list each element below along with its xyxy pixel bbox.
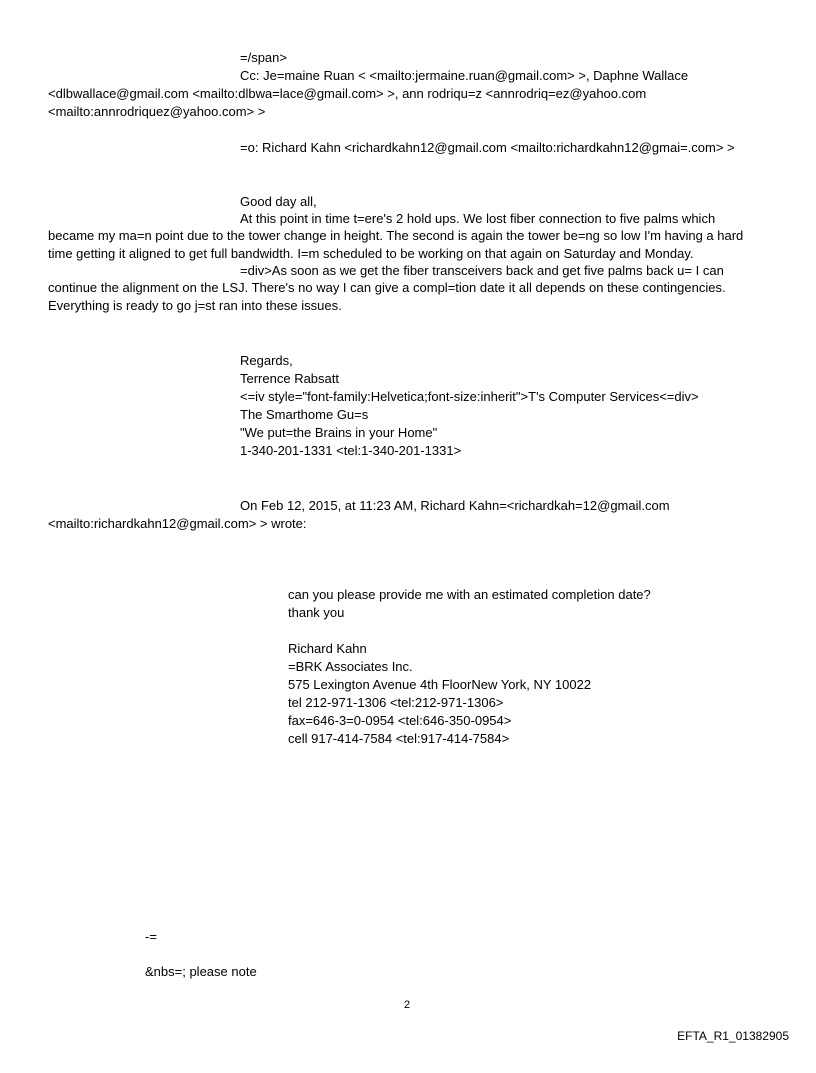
quoted-signature-address: 575 Lexington Avenue 4th FloorNew York, NY 10022 bbox=[288, 677, 592, 692]
signature-tagline: The Smarthome Gu=s bbox=[240, 407, 369, 422]
quoted-signature-name: Richard Kahn bbox=[288, 641, 367, 656]
quoted-signature-fax: fax=646-3=0-0954 <tel:646-350-0954> bbox=[288, 713, 512, 728]
page-number: 2 bbox=[404, 999, 411, 1011]
quoted-signature-cell: cell 917-414-7584 <tel:917-414-7584> bbox=[288, 731, 510, 746]
cc-line-continued: <mailto:annrodriquez@yahoo.com> > bbox=[48, 104, 266, 119]
body-paragraph-line: At this point in time t=ere's 2 hold ups. We lost fiber connection to five palms which bbox=[240, 211, 716, 226]
span-artifact-line: =/span> bbox=[240, 50, 287, 65]
body-paragraph-line: continue the alignment on the LSJ. There's no way I can give a compl=tion date it all depends on these contingencies. bbox=[48, 280, 726, 295]
signature-phone: 1-340-201-1331 <tel:1-340-201-1331> bbox=[240, 443, 462, 458]
quoted-message-line: can you please provide me with an estimated completion date? bbox=[288, 587, 651, 602]
greeting: Good day all, bbox=[240, 194, 317, 209]
signature-name: Terrence Rabsatt bbox=[240, 371, 339, 386]
quoted-signature-company: =BRK Associates Inc. bbox=[288, 659, 413, 674]
quoted-signature-tel: tel 212-971-1306 <tel:212-971-1306> bbox=[288, 695, 504, 710]
quoted-message-line: thank you bbox=[288, 605, 345, 620]
signature-company: <=iv style="font-family:Helvetica;font-size:inherit">T's Computer Services<=div> bbox=[240, 389, 699, 404]
cc-line-continued: <dlbwallace@gmail.com <mailto:dlbwa=lace@gmail.com> >, ann rodriqu=z <annrodriq=ez@yahoo.com bbox=[48, 86, 647, 101]
encoding-artifact: -= bbox=[145, 929, 157, 944]
quoted-intro: On Feb 12, 2015, at 11:23 AM, Richard Kahn=<richardkah=12@gmail.com bbox=[240, 498, 670, 513]
body-paragraph-line: became my ma=n point due to the tower change in height. The second is again the tower be=ng so low I'm having a hard bbox=[48, 228, 744, 243]
to-line: =o: Richard Kahn <richardkahn12@gmail.com <mailto:richardkahn12@gmai=.com> > bbox=[240, 140, 735, 155]
signature-tagline: "We put=the Brains in your Home" bbox=[240, 425, 438, 440]
document-id: EFTA_R1_01382905 bbox=[677, 1029, 789, 1043]
quoted-intro-continued: <mailto:richardkahn12@gmail.com> > wrote: bbox=[48, 516, 307, 531]
cc-line: Cc: Je=maine Ruan < <mailto:jermaine.ruan@gmail.com> >, Daphne Wallace bbox=[240, 68, 689, 83]
body-paragraph-line: Everything is ready to go j=st ran into these issues. bbox=[48, 298, 342, 313]
body-paragraph-line: time getting it aligned to get full bandwidth. I=m scheduled to be working on that again on Saturday and Monday. bbox=[48, 246, 694, 261]
signature-regards: Regards, bbox=[240, 353, 293, 368]
footer-note: &nbs=; please note bbox=[145, 964, 257, 979]
body-paragraph-line: =div>As soon as we get the fiber transceivers back and get five palms back u= I can bbox=[240, 263, 724, 278]
